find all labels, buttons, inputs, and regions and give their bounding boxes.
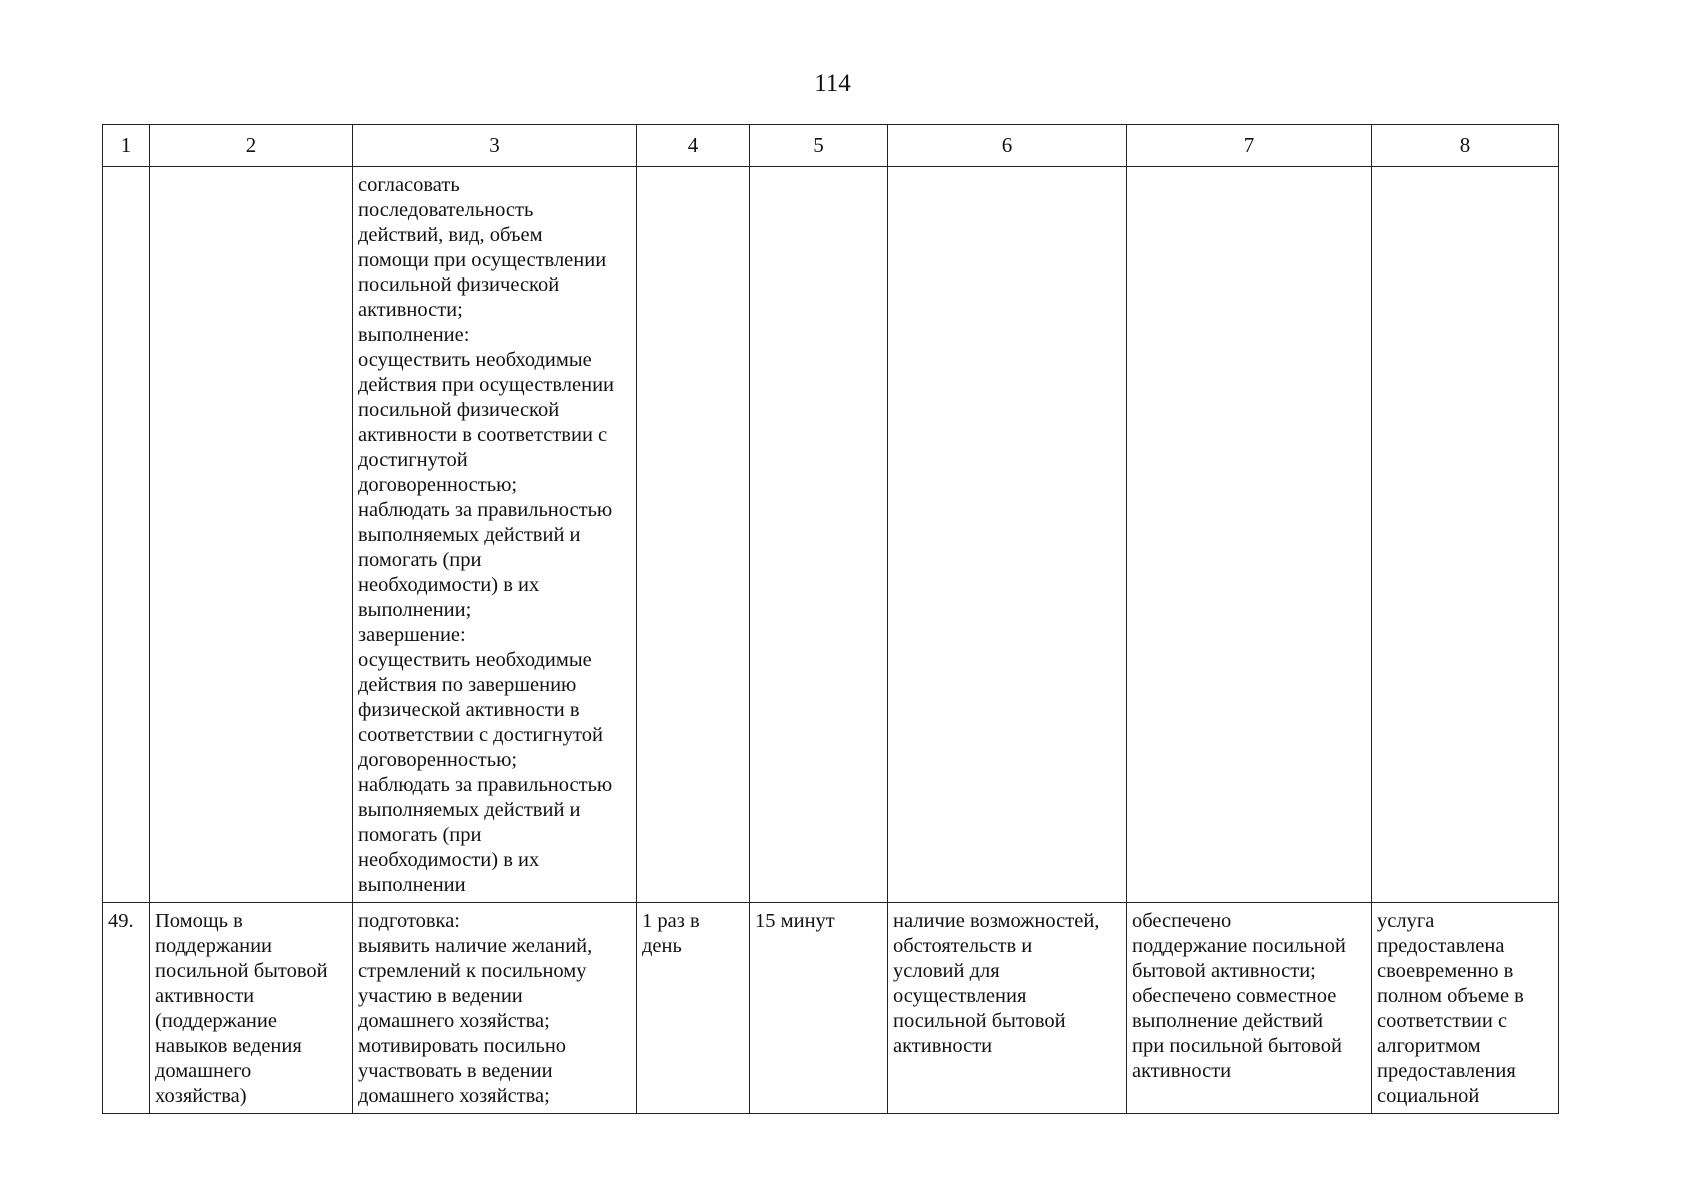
text-line: наличие возможностей, (893, 910, 1100, 932)
text-line: стремлений к посильному (358, 960, 587, 982)
cell-empty (750, 167, 888, 903)
text-line: обстоятельств и (893, 935, 1033, 957)
text-line: участию в ведении (358, 985, 523, 1007)
text-line: наблюдать за правильностью (358, 774, 613, 796)
table-row-49 (103, 903, 1559, 1114)
text-line: участвовать в ведении (358, 1060, 553, 1082)
cell-empty (637, 167, 750, 903)
text-line: физической активности в (358, 699, 580, 721)
cell-conditions (888, 903, 1127, 1114)
cell-empty (103, 167, 150, 903)
text-line: выполнении; (358, 599, 472, 621)
text-line: выполняемых действий и (358, 524, 581, 546)
text-line: при посильной бытовой (1132, 1035, 1342, 1057)
text-line: социальной (1377, 1085, 1480, 1107)
text-line: (поддержание (155, 1010, 277, 1032)
cell-duration: 15 минут (750, 903, 888, 1114)
text-line: мотивировать посильно (358, 1035, 567, 1057)
text-line: поддержании (155, 935, 273, 957)
text-line: выполняемых действий и (358, 799, 581, 821)
text-line: предоставления (1377, 1060, 1516, 1082)
page-number: 114 (814, 70, 851, 97)
text-line: выполнении (358, 874, 466, 896)
column-header: 4 (637, 125, 750, 167)
column-header: 7 (1127, 125, 1372, 167)
text-line: условий для (893, 960, 1000, 982)
text-line: соответствии с достигнутой (358, 724, 603, 746)
text-line: обеспечено совместное (1132, 985, 1337, 1007)
text-line: завершение: (358, 624, 466, 646)
text-line: бытовой активности; (1132, 960, 1316, 982)
text-line: посильной бытовой (155, 960, 328, 982)
text-line: выполнение: (358, 324, 470, 346)
text-line: алгоритмом (1377, 1035, 1481, 1057)
text-line: хозяйства) (155, 1085, 247, 1107)
text-line: необходимости) в их (358, 574, 540, 596)
text-line: поддержание посильной (1132, 935, 1346, 957)
text-line: наблюдать за правильностью (358, 499, 613, 521)
text-line: договоренностью; (358, 749, 518, 771)
cell-result (1127, 903, 1372, 1114)
text-line: Помощь в (155, 910, 243, 932)
text-line: день (642, 935, 682, 957)
text-line: активности в соответствии с (358, 424, 608, 446)
column-header: 2 (150, 125, 353, 167)
header-row (103, 125, 1559, 167)
text-line: домашнего хозяйства; (358, 1085, 550, 1107)
text-line: посильной физической (358, 399, 560, 421)
column-header: 5 (750, 125, 888, 167)
text-line: активности (893, 1035, 993, 1057)
cell-frequency (637, 903, 750, 1114)
text-line: помогать (при (358, 549, 482, 571)
text-line: обеспечено (1132, 910, 1232, 932)
text-line: услуга (1377, 910, 1435, 932)
cell-empty (1127, 167, 1372, 903)
text-line: действий, вид, объем (358, 224, 543, 246)
text-line: предоставлена (1377, 935, 1505, 957)
text-line: помощи при осуществлении (358, 249, 607, 271)
cell-service-content (353, 167, 637, 903)
cell-row-number: 49. (103, 903, 150, 1114)
text-line: необходимости) в их (358, 849, 540, 871)
column-header: 1 (103, 125, 150, 167)
column-header: 3 (353, 125, 637, 167)
text-line: достигнутой (358, 449, 468, 471)
cell-empty (150, 167, 353, 903)
text-line: осуществления (893, 985, 1027, 1007)
text-line: осуществить необходимые (358, 349, 592, 371)
text-line: домашнего (155, 1060, 252, 1082)
text-line: навыков ведения (155, 1035, 302, 1057)
text-line: подготовка: (358, 910, 460, 932)
text-line: соответствии с (1377, 1010, 1508, 1032)
column-header: 6 (888, 125, 1127, 167)
text-line: осуществить необходимые (358, 649, 592, 671)
text-line: согласовать (358, 174, 460, 196)
cell-empty (888, 167, 1127, 903)
text-line: посильной бытовой (893, 1010, 1066, 1032)
text-line: 1 раз в (642, 910, 700, 932)
text-line: выполнение действий (1132, 1010, 1324, 1032)
column-header: 8 (1372, 125, 1559, 167)
services-table (102, 124, 1559, 1114)
text-line: посильной физической (358, 274, 560, 296)
text-line: домашнего хозяйства; (358, 1010, 550, 1032)
cell-service-content (353, 903, 637, 1114)
cell-service-name (150, 903, 353, 1114)
text-line: активности; (358, 299, 463, 321)
text-line: договоренностью; (358, 474, 518, 496)
cell-assessment (1372, 903, 1559, 1114)
text-line: выявить наличие желаний, (358, 935, 593, 957)
cell-empty (1372, 167, 1559, 903)
text-line: действия при осуществлении (358, 374, 615, 396)
text-line: активности (1132, 1060, 1232, 1082)
text-line: помогать (при (358, 824, 482, 846)
text-line: активности (155, 985, 255, 1007)
text-line: полном объеме в (1377, 985, 1524, 1007)
continuation-row (103, 167, 1559, 903)
text-line: последовательность (358, 199, 534, 221)
text-line: действия по завершению (358, 674, 577, 696)
text-line: своевременно в (1377, 960, 1514, 982)
